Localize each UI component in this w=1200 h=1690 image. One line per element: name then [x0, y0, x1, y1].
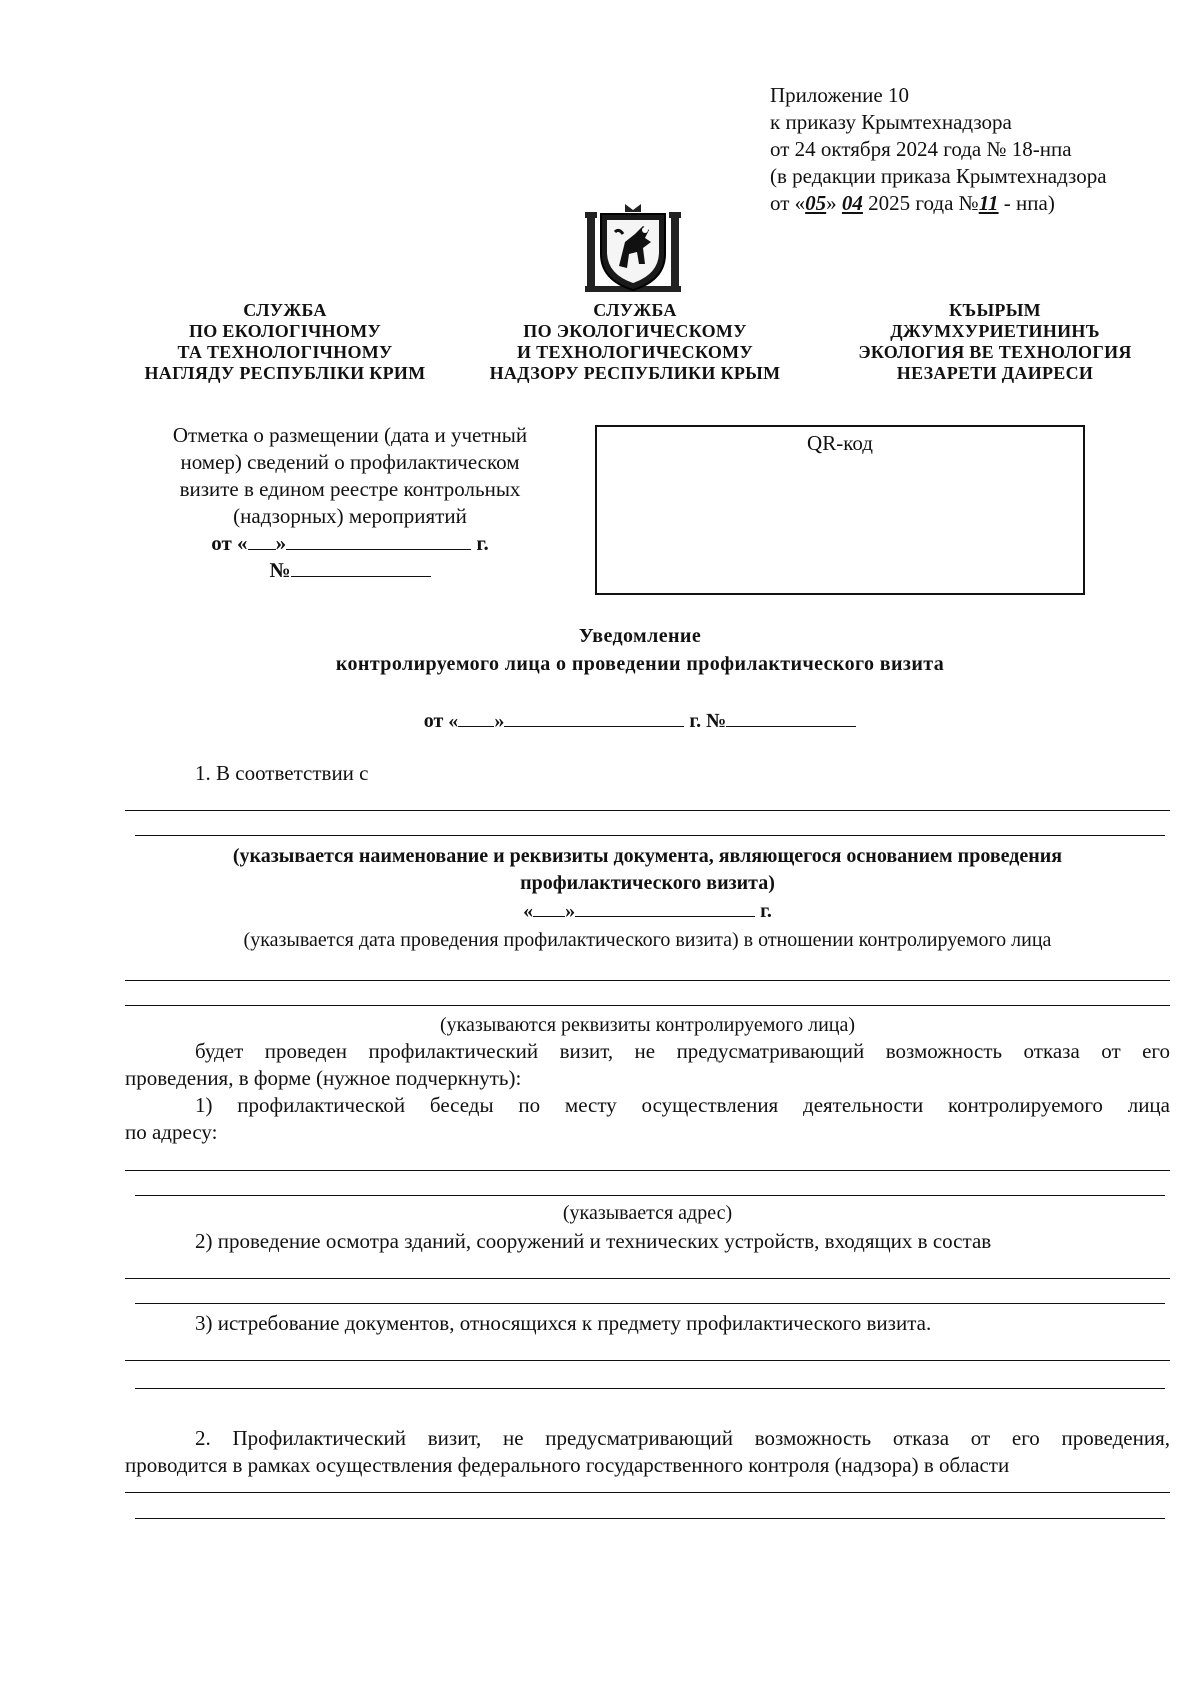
appendix-line-5: от «05» 04 2025 года №11 - нпа) — [770, 191, 1055, 215]
caption-address: (указывается адрес) — [562, 1202, 733, 1224]
registry-number-field[interactable]: № — [135, 557, 565, 584]
org-name-ukrainian: СЛУЖБА ПО ЕКОЛОГІЧНОМУ ТА ТЕХНОЛОГІЧНОМУ НАГЛЯДУ РЕСПУБЛІКИ КРИМ — [144, 300, 426, 383]
coat-of-arms-icon — [585, 202, 681, 298]
item-1-conversation: 1) профилактической беседы по месту осуществления деятельности контролируемого лица по адресу: — [125, 1093, 1170, 1144]
org-name-russian: СЛУЖБА ПО ЭКОЛОГИЧЕСКОМУ И ТЕХНОЛОГИЧЕСКОМУ НАДЗОРУ РЕСПУБЛИКИ КРЫМ — [489, 300, 781, 383]
paragraph-visit: будет проведен профилактический визит, не предусматривающий возможность отказа от его проведения, в форме (нужное подчеркнуть): — [125, 1039, 1170, 1090]
appendix-line-3: от 24 октября 2024 года № 18-нпа — [770, 137, 1072, 161]
fill-line[interactable] — [125, 980, 1170, 981]
caption-visit-date: (указывается дата проведения профилактического визита) в отношении контролируемого лица — [243, 929, 1052, 951]
fill-line[interactable] — [125, 810, 1170, 811]
paragraph-2: 2. Профилактический визит, не предусматривающий возможность отказа от его проведения, проводится в рамках осуществления федерального государственного контроля (надзора) в области — [125, 1426, 1170, 1477]
qr-code-box — [595, 425, 1085, 595]
item-3-documents: 3) истребование документов, относящихся к предмету профилактического визита. — [195, 1311, 932, 1335]
fill-line[interactable] — [125, 1005, 1170, 1006]
fill-line[interactable] — [135, 1195, 1165, 1196]
handwritten-number: 11 — [978, 191, 999, 215]
handwritten-day: 05 — [805, 191, 827, 215]
handwritten-month: 04 — [841, 191, 863, 215]
fill-line[interactable] — [125, 1492, 1170, 1493]
fill-line[interactable] — [135, 1518, 1165, 1519]
fill-line[interactable] — [135, 1388, 1165, 1389]
appendix-line-4: (в редакции приказа Крымтехнадзора — [770, 164, 1107, 188]
caption-controlled-person: (указываются реквизиты контролируемого лица) — [439, 1014, 856, 1036]
caption-document-basis: (указывается наименование и реквизиты документа, являющегося основанием проведения профилактического визита) — [232, 845, 1063, 894]
appendix-header — [770, 82, 1107, 217]
visit-date-field[interactable]: « » г. — [523, 900, 772, 922]
fill-line[interactable] — [135, 1303, 1165, 1304]
document-title: Уведомление контролируемого лица о проведении профилактического визита — [335, 625, 945, 675]
appendix-line-1: Приложение 10 — [770, 83, 909, 107]
appendix-line-2: к приказу Крымтехнадзора — [770, 110, 1012, 134]
item-2-inspection: 2) проведение осмотра зданий, сооружений и технических устройств, входящих в состав — [195, 1229, 992, 1253]
fill-line[interactable] — [125, 1360, 1170, 1361]
registry-date-field[interactable]: от « » г. — [211, 531, 489, 555]
fill-line[interactable] — [125, 1278, 1170, 1279]
registry-placement-mark: Отметка о размещении (дата и учетный номер) сведений о профилактическом визите в едином реестре контрольных (надзорных) мероприятий от « » г. № — [135, 422, 565, 584]
fill-line[interactable] — [125, 1170, 1170, 1171]
org-name-crimean-tatar: КЪЫРЫМ ДЖУМХУРИЕТИНИНЪ ЭКОЛОГИЯ ВЕ ТЕХНОЛОГИЯ НЕЗАРЕТИ ДАИРЕСИ — [858, 300, 1132, 383]
fill-line[interactable] — [135, 835, 1165, 836]
notification-date-number[interactable]: от « » г. № — [120, 708, 1160, 735]
paragraph-1-start: 1. В соответствии с — [195, 761, 369, 785]
qr-code-label: QR-код — [807, 431, 873, 455]
